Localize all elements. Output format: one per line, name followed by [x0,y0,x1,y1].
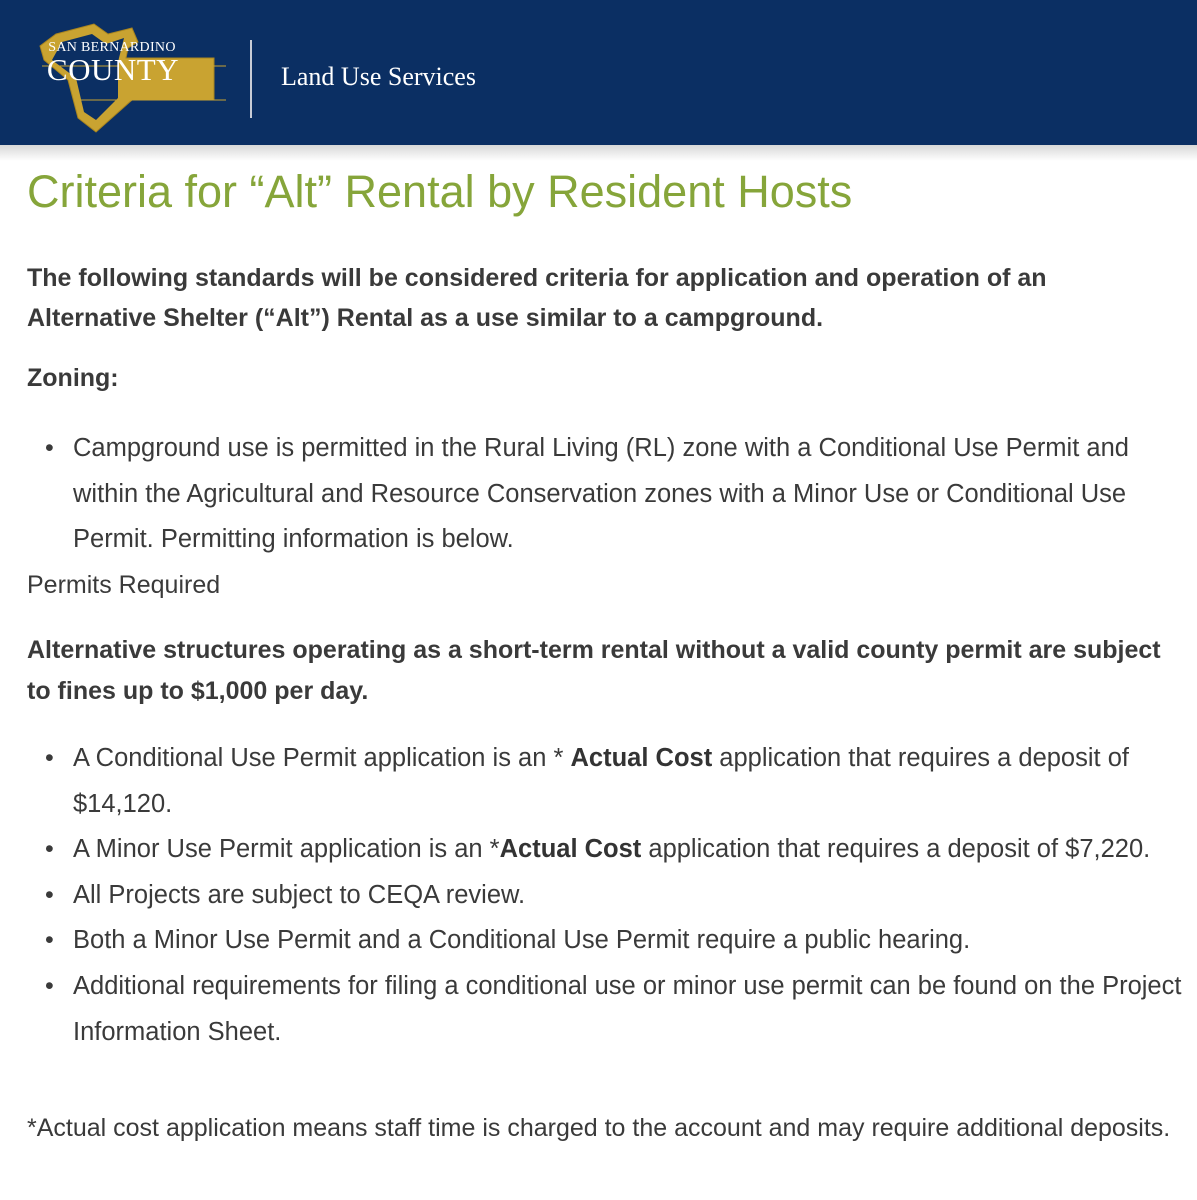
list-item [27,918,1182,964]
department-name[interactable]: Land Use Services [281,62,476,91]
bullet-icon: • [45,971,54,1000]
bullet-icon: • [45,835,54,864]
cup-text-post: application that requires a deposit of $14,120. [73,744,1129,818]
cup-text-bold: Actual Cost [570,744,713,772]
list-item [27,964,1182,1055]
zoning-item-text: Campground use is permitted in the Rural Living (RL) zone with a Conditional Use Permit and within the Agricultural and Resource Conservation zones with a Minor Use or Conditional Use Permit. Permitting information is below. [73,434,1129,554]
mup-text-post: application that requires a deposit of $7,220. [641,835,1151,864]
cup-text-pre: A Conditional Use Permit application is an * [73,744,571,772]
logo-line-2: COUNTY [46,52,180,87]
fines-warning: Alternative structures operating as a short-term rental without a valid county permit are subject to fines up to $1,000 per day. [27,636,1161,705]
zoning-list [27,426,1182,563]
mup-text-pre: A Minor Use Permit application is an * [73,835,500,864]
header-divider [250,40,252,118]
actual-cost-footnote: *Actual cost application means staff time is charged to the account and may require additional deposits. [27,1114,1171,1142]
logo-line-1: SAN BERNARDINO [48,40,176,55]
intro-paragraph: The following standards will be considered criteria for application and operation of an Alternative Shelter (“Alt”) Rental as a use similar to a campground. [27,264,1047,332]
bullet-icon: • [45,434,54,462]
header-shadow [0,145,1197,161]
additional-requirements-text: Additional requirements for filing a conditional use or minor use permit can be found on the Project Information Sheet. [73,971,1182,1046]
ceqa-text: All Projects are subject to CEQA review. [73,880,526,909]
list-item [27,426,1182,563]
list-item [27,873,1182,919]
list-item [27,736,1182,827]
bullet-icon: • [45,880,54,909]
list-item [27,827,1182,873]
zoning-heading: Zoning: [27,364,119,392]
bullet-icon: • [45,744,54,772]
hearing-text: Both a Minor Use Permit and a Conditional Use Permit require a public hearing. [73,926,971,955]
mup-text-bold: Actual Cost [499,835,642,864]
permit-list [27,736,1182,1055]
site-header [0,0,1197,145]
permits-required-label: Permits Required [27,571,221,599]
bullet-icon: • [45,926,54,955]
page-title: Criteria for “Alt” Rental by Resident Hosts [27,166,853,217]
